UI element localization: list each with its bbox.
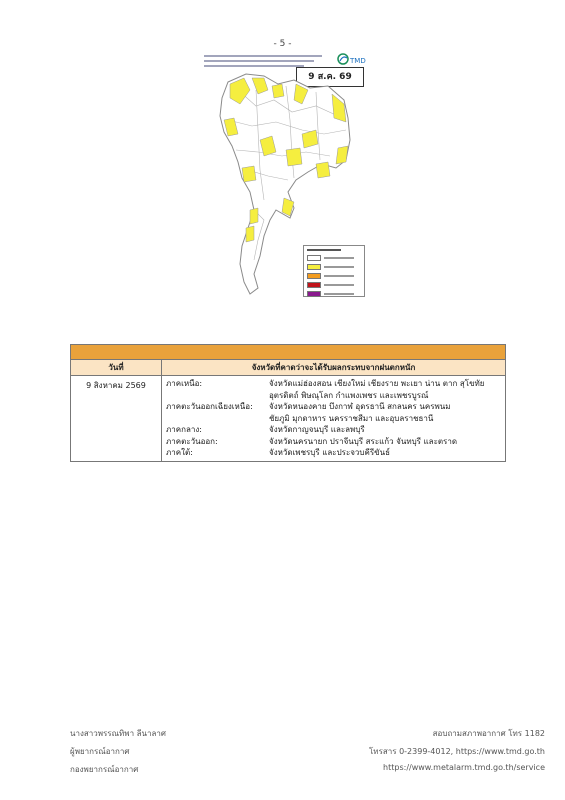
region-east: ภาคตะวันออก: จังหวัดนครนายก ปราจีนบุรี สระแก้ว จันทบุรี และตราด: [166, 436, 458, 446]
heavy-rain-forecast-table: [70, 344, 506, 462]
table-row: [71, 376, 506, 462]
region-central: ภาคกลาง: จังหวัดกาญจนบุรี และลพบุรี: [166, 425, 365, 434]
date-cell: 9 สิงหาคม 2569: [71, 376, 162, 462]
region-south: ภาคใต้: จังหวัดเพชรบุรี และประจวบคีรีขันธ์: [166, 448, 390, 457]
rain-forecast-map-figure: [198, 50, 370, 300]
contact-fax-link[interactable]: โทรสาร 0-2399-4012, https://www.tmd.go.th: [369, 747, 545, 756]
map-legend: [303, 245, 365, 297]
tmd-logo-text: TMD: [350, 57, 366, 65]
forecaster-title: ผู้พยากรณ์อากาศ: [70, 747, 130, 756]
table-title-bar: [71, 345, 506, 360]
forecast-division: กองพยากรณ์อากาศ: [70, 765, 139, 774]
contact-phone: สอบถามสภาพอากาศ โทร 1182: [432, 729, 545, 738]
map-date-label: 9 ส.ค. 69: [296, 67, 364, 87]
forecaster-name: นางสาวพรรณทิพา ลีนาลาศ: [70, 729, 166, 738]
table-header-row: [71, 360, 506, 376]
page-number: - 5 -: [273, 39, 292, 49]
header-provinces: จังหวัดที่คาดว่าจะได้รับผลกระทบจากฝนตกหนัก: [162, 360, 506, 376]
header-date: วันที่: [71, 360, 162, 376]
service-link[interactable]: https://www.metalarm.tmd.go.th/service: [383, 763, 545, 772]
region-north: ภาคเหนือ: จังหวัดแม่ฮ่องสอน เชียงใหม่ เชียงราย พะเยา น่าน ตาก สุโขทัย อุตรดิตถ์ พิษณุโลก กำแพงเพชร และเพชรบูรณ์: [166, 379, 485, 400]
regions-cell: [162, 376, 506, 462]
region-northeast: ภาคตะวันออกเฉียงเหนือ: จังหวัดหนองคาย บึงกาฬ อุดรธานี สกลนคร นครพนม ชัยภูมิ มุกดาหาร นครราชสีมา และอุบลราชธานี: [166, 402, 451, 423]
